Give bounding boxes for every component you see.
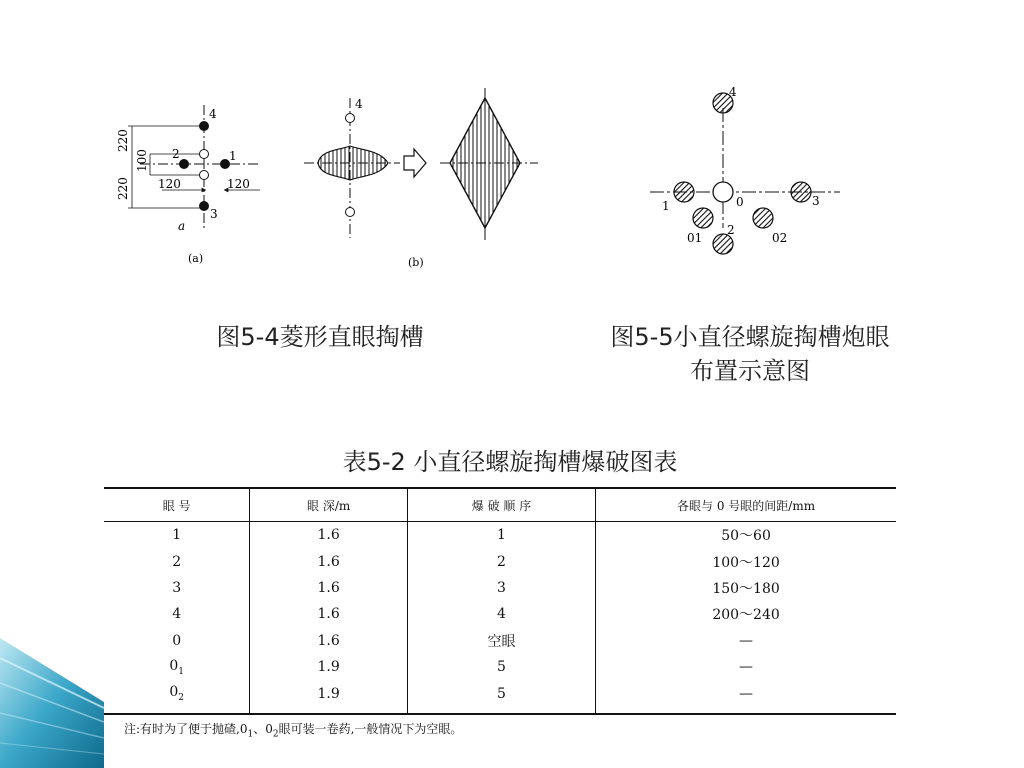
table-row	[104, 628, 896, 654]
cell-depth: 1.6	[250, 522, 407, 549]
cell-depth: 1.6	[250, 548, 407, 574]
cell-order: 5	[407, 680, 595, 713]
cell-hole-no: 3	[172, 579, 182, 596]
cell-depth: 1.9	[250, 654, 407, 680]
hole-02	[753, 208, 773, 228]
hole-1	[674, 182, 694, 202]
cell-order: 4	[407, 601, 595, 627]
label-hole-01: 01	[687, 231, 703, 245]
cell-hole-no: 0	[172, 632, 182, 649]
cell-distance: 100～120	[596, 548, 896, 574]
hole-0	[713, 182, 733, 202]
cell-distance: 50～60	[596, 522, 896, 549]
label-hole-4: 4	[729, 85, 737, 99]
cell-distance: —	[596, 628, 896, 654]
dim-220-bottom: 220	[116, 177, 130, 200]
caption-line-2: 布置示意图	[690, 357, 810, 385]
header-order: 爆 破 顺 序	[407, 488, 595, 522]
caption-line-1: 图5-5小直径螺旋掏槽炮眼	[610, 323, 890, 351]
table-row	[104, 575, 896, 601]
table-title: 表5-2 小直径螺旋掏槽爆破图表	[342, 448, 678, 476]
header-hole-no: 眼 号	[104, 488, 250, 522]
cell-distance: —	[596, 680, 896, 713]
label-hole-1-a: 1	[229, 149, 237, 163]
cell-order: 空眼	[407, 628, 595, 654]
header-depth: 眼 深/m	[250, 488, 407, 522]
panel-b-label: (b)	[408, 256, 424, 269]
label-hole-2: 2	[727, 223, 735, 237]
cell-distance: 150～180	[596, 575, 896, 601]
blasting-table	[104, 487, 896, 715]
table-row	[104, 548, 896, 574]
cell-order: 3	[407, 575, 595, 601]
cell-hole-no: 2	[172, 553, 182, 570]
decorative-corner	[0, 638, 104, 768]
cell-order: 2	[407, 548, 595, 574]
label-hole-4-a: 4	[209, 107, 217, 121]
dim-220-top: 220	[116, 129, 130, 152]
table-row	[104, 680, 896, 713]
dim-120-left: 120	[158, 177, 181, 191]
cell-distance: —	[596, 654, 896, 680]
cell-hole-no: $0_2$	[104, 680, 250, 713]
cell-hole-no: 4	[172, 606, 182, 623]
panel-a-label: (a)	[188, 252, 204, 265]
hole-01	[693, 208, 713, 228]
label-hole-0: 0	[736, 195, 744, 209]
label-hole-2-a: 2	[172, 147, 180, 161]
table-row	[104, 654, 896, 680]
label-hole-02: 02	[772, 231, 788, 245]
cell-depth: 1.9	[250, 680, 407, 713]
caption-figure-5-4: 图5-4菱形直眼掏槽	[216, 323, 424, 351]
hole-2	[713, 234, 733, 254]
cell-order: 5	[407, 654, 595, 680]
label-hole-3-a: 3	[210, 207, 218, 221]
figure-5-5	[640, 78, 850, 268]
table-row	[104, 522, 896, 549]
hole-3-a	[199, 201, 209, 211]
table-header-row	[104, 488, 896, 522]
cell-hole-no: 1	[172, 527, 182, 544]
table-note: 注:有时为了便于抛碴$,0_1$、$0_2$眼可装一卷药,一般情况下为空眼。	[124, 722, 463, 740]
label-hole-4-b: 4	[355, 97, 363, 111]
dim-100: 100	[135, 149, 149, 172]
cell-hole-no: $0_1$	[169, 657, 185, 677]
figure-5-4b	[300, 80, 550, 270]
cell-depth: 1.6	[250, 575, 407, 601]
cell-order: 1	[407, 522, 595, 549]
cell-distance: 200～240	[596, 601, 896, 627]
hole-4-a	[199, 121, 209, 131]
caption-figure-5-5	[560, 320, 940, 388]
hole-3	[791, 182, 811, 202]
figure-5-4a	[110, 100, 280, 270]
cell-depth: 1.6	[250, 628, 407, 654]
label-hole-3: 3	[812, 194, 820, 208]
letter-a: a	[178, 219, 186, 233]
dim-120-right: 120	[227, 177, 250, 191]
cell-depth: 1.6	[250, 601, 407, 627]
hole-2-a	[179, 159, 189, 169]
header-distance: 各眼与 0 号眼的间距/mm	[596, 488, 896, 522]
table-body	[104, 522, 896, 714]
table-row	[104, 601, 896, 627]
label-hole-1: 1	[662, 199, 670, 213]
